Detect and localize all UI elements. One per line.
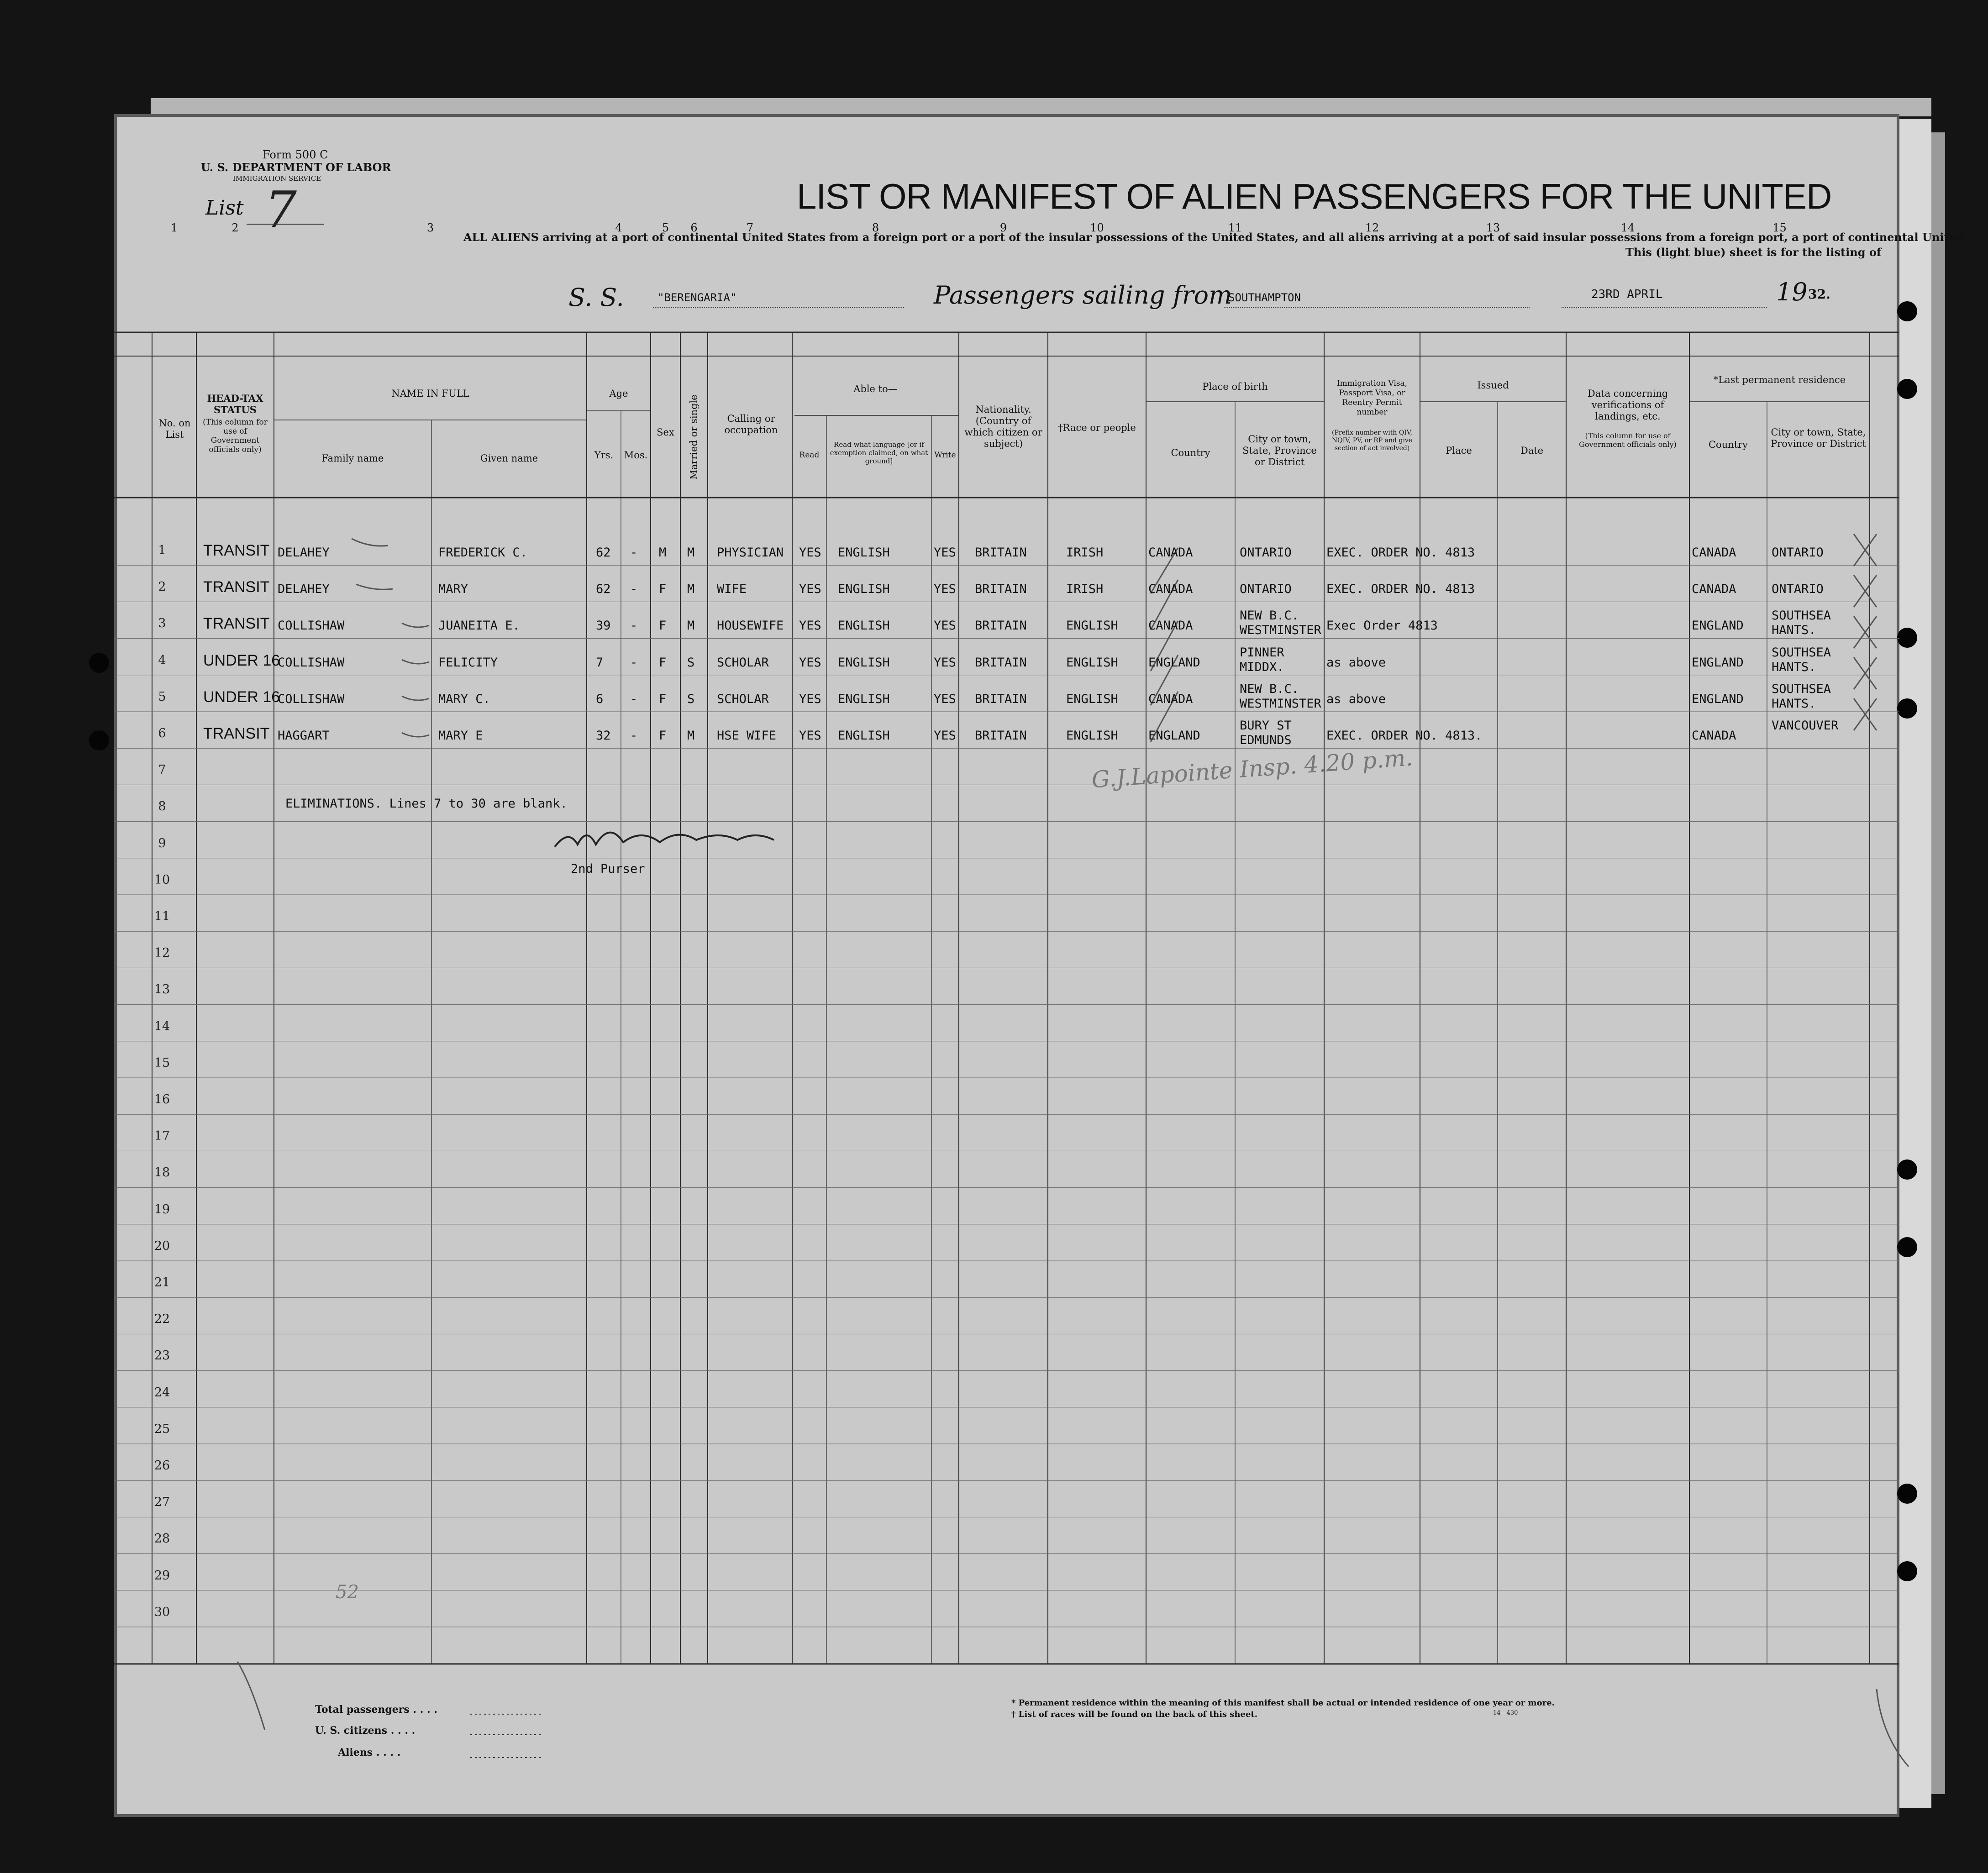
head-tax-status: TRANSIT xyxy=(203,542,270,559)
list-label: List xyxy=(205,196,244,220)
header-calling: Calling or occupation xyxy=(724,413,778,435)
can-read: YES xyxy=(799,655,821,670)
header-write: Write xyxy=(934,451,956,460)
sex: F xyxy=(659,692,667,706)
age-years: 32 xyxy=(596,729,611,743)
column-number: 10 xyxy=(1090,221,1104,234)
line-number: 19 xyxy=(154,1202,170,1217)
header-head-tax-note: (This column for use of Government officials only) xyxy=(203,418,268,454)
line-number: 27 xyxy=(154,1495,170,1510)
purser-title: 2nd Purser xyxy=(571,862,645,876)
family-name: COLLISHAW xyxy=(278,692,345,706)
head-tax-status: UNDER 16 xyxy=(203,688,280,706)
birth-city: PINNER xyxy=(1240,645,1284,660)
header-data-landings-note: (This column for use of Government officials only) xyxy=(1579,431,1677,449)
line-number: 22 xyxy=(154,1312,170,1327)
service-label: IMMIGRATION SERVICE xyxy=(233,174,321,183)
header-read: Read xyxy=(799,451,820,460)
birth-city: ONTARIO xyxy=(1240,582,1292,597)
header-visa: Immigration Visa, Passport Visa, or Reentry Permit number xyxy=(1336,379,1408,417)
line-number: 3 xyxy=(158,616,166,631)
line-number: 20 xyxy=(154,1238,170,1253)
header-mos: Mos. xyxy=(624,450,648,461)
line-number: 23 xyxy=(154,1348,170,1363)
sex: F xyxy=(659,619,667,633)
residence-country: ENGLAND xyxy=(1692,655,1744,670)
purser-signature xyxy=(550,822,778,865)
header-birth-country: Country xyxy=(1171,447,1210,458)
column-number: 13 xyxy=(1486,221,1500,234)
residence-city-line2: HANTS. xyxy=(1772,623,1816,638)
can-read: YES xyxy=(799,729,821,743)
birth-city: ONTARIO xyxy=(1240,546,1292,560)
line-number: 4 xyxy=(158,653,166,667)
age-months: - xyxy=(630,619,638,633)
age-years: 39 xyxy=(596,619,611,633)
line-number: 5 xyxy=(158,689,166,704)
visa-number: as above xyxy=(1326,692,1386,706)
line-number: 9 xyxy=(158,836,166,850)
manifest-title: LIST OR MANIFEST OF ALIEN PASSENGERS FOR THE UNITED xyxy=(797,176,1832,216)
list-number: 7 xyxy=(265,180,297,239)
residence-city: VANCOUVER xyxy=(1772,719,1839,733)
residence-country: CANADA xyxy=(1692,546,1736,560)
visa-number: Exec Order 4813 xyxy=(1326,619,1438,633)
race: ENGLISH xyxy=(1066,729,1118,743)
race: ENGLISH xyxy=(1066,692,1118,706)
race: IRISH xyxy=(1066,582,1104,597)
line-number: 13 xyxy=(154,982,170,997)
eliminations-note: ELIMINATIONS. Lines 7 to 30 are blank. xyxy=(285,797,568,811)
year-suffix: 32. xyxy=(1808,287,1830,302)
year-prefix: 19 xyxy=(1776,278,1808,306)
age-years: 6 xyxy=(596,692,604,706)
birth-country: ENGLAND xyxy=(1148,655,1200,670)
read-language: ENGLISH xyxy=(838,546,890,560)
header-place-of-birth: Place of birth xyxy=(1202,381,1268,392)
read-language: ENGLISH xyxy=(838,619,890,633)
header-race: †Race or people xyxy=(1058,422,1136,433)
nationality: BRITAIN xyxy=(975,546,1027,560)
header-issued-place: Place xyxy=(1446,445,1472,456)
residence-city: SOUTHSEA xyxy=(1772,682,1831,696)
nationality: BRITAIN xyxy=(975,582,1027,597)
line-number: 11 xyxy=(154,909,170,923)
header-family-name: Family name xyxy=(321,453,384,464)
nationality: BRITAIN xyxy=(975,692,1027,706)
marital-status: M xyxy=(687,729,695,743)
can-read: YES xyxy=(799,582,821,597)
header-last-residence: *Last permanent residence xyxy=(1713,374,1846,385)
us-citizens-label: U. S. citizens . . . . xyxy=(315,1725,415,1737)
occupation: SCHOLAR xyxy=(717,692,769,706)
family-name: DELAHEY xyxy=(278,546,330,560)
marital-status: M xyxy=(687,619,695,633)
line-number: 12 xyxy=(154,946,170,960)
total-passengers-label: Total passengers . . . . xyxy=(315,1704,437,1716)
head-tax-status: UNDER 16 xyxy=(203,651,280,669)
header-yrs: Yrs. xyxy=(594,450,614,461)
residence-country: ENGLAND xyxy=(1692,619,1744,633)
line-number: 30 xyxy=(154,1605,170,1619)
column-number: 12 xyxy=(1365,221,1379,234)
header-age: Age xyxy=(609,388,628,399)
line-number: 8 xyxy=(158,799,166,814)
column-number: 2 xyxy=(231,221,239,234)
race: IRISH xyxy=(1066,546,1104,560)
nationality: BRITAIN xyxy=(975,619,1027,633)
line-number: 6 xyxy=(158,726,166,740)
head-tax-status: TRANSIT xyxy=(203,578,270,596)
family-name: HAGGART xyxy=(278,729,330,743)
header-able-to: Able to— xyxy=(853,383,898,394)
birth-city-line2: EDMUNDS xyxy=(1240,733,1292,747)
footnote-races: † List of races will be found on the back of this sheet. xyxy=(1011,1710,1258,1719)
sex: F xyxy=(659,729,667,743)
age-months: - xyxy=(630,692,638,706)
column-number: 1 xyxy=(170,221,178,234)
visa-number: EXEC. ORDER NO. 4813 xyxy=(1326,582,1475,597)
age-years: 62 xyxy=(596,582,611,597)
header-sex: Sex xyxy=(657,427,674,438)
can-read: YES xyxy=(799,546,821,560)
marital-status: S xyxy=(687,692,695,706)
birth-city: NEW B.C. xyxy=(1240,609,1299,623)
family-name: COLLISHAW xyxy=(278,655,345,670)
birth-city-line2: WESTMINSTER xyxy=(1240,623,1321,638)
occupation: WIFE xyxy=(717,582,747,597)
line-number: 15 xyxy=(154,1055,170,1070)
header-given-name: Given name xyxy=(480,453,538,464)
column-number: 4 xyxy=(615,221,622,234)
given-name: JUANEITA E. xyxy=(438,619,520,633)
column-number: 14 xyxy=(1620,221,1635,234)
sex: F xyxy=(659,582,667,597)
age-years: 7 xyxy=(596,655,604,670)
birth-country: CANADA xyxy=(1148,582,1193,597)
line-number: 25 xyxy=(154,1422,170,1436)
can-write: YES xyxy=(934,729,956,743)
read-language: ENGLISH xyxy=(838,729,890,743)
family-name: DELAHEY xyxy=(278,582,330,597)
sex: M xyxy=(659,546,667,560)
residence-city: SOUTHSEA xyxy=(1772,645,1831,660)
read-language: ENGLISH xyxy=(838,655,890,670)
given-name: MARY C. xyxy=(438,692,490,706)
can-write: YES xyxy=(934,546,956,560)
can-read: YES xyxy=(799,619,821,633)
marital-status: S xyxy=(687,655,695,670)
header-head-tax: HEAD-TAX STATUS xyxy=(207,393,263,415)
can-write: YES xyxy=(934,692,956,706)
visa-number: EXEC. ORDER NO. 4813 xyxy=(1326,546,1475,560)
marital-status: M xyxy=(687,546,695,560)
residence-city: SOUTHSEA xyxy=(1772,609,1831,623)
can-read: YES xyxy=(799,692,821,706)
header-data-landings: Data concerning verifications of landings, etc. xyxy=(1587,388,1668,422)
occupation: HSE WIFE xyxy=(717,729,777,743)
line-number: 16 xyxy=(154,1092,170,1107)
sailing-label: Passengers sailing from xyxy=(934,281,1232,310)
occupation: SCHOLAR xyxy=(717,655,769,670)
line-number: 24 xyxy=(154,1385,170,1400)
family-name: COLLISHAW xyxy=(278,619,345,633)
visa-number: EXEC. ORDER NO. 4813. xyxy=(1326,729,1483,743)
line-number: 28 xyxy=(154,1532,170,1546)
race: ENGLISH xyxy=(1066,619,1118,633)
given-name: MARY E xyxy=(438,729,483,743)
nationality: BRITAIN xyxy=(975,729,1027,743)
line-number: 26 xyxy=(154,1459,170,1473)
departure-port: SOUTHAMPTON xyxy=(1228,291,1301,304)
residence-city-line2: HANTS. xyxy=(1772,696,1816,711)
header-nationality: Nationality. (Country of which citizen or subject) xyxy=(964,404,1042,449)
nationality: BRITAIN xyxy=(975,655,1027,670)
marital-status: M xyxy=(687,582,695,597)
birth-city: BURY ST xyxy=(1240,719,1292,733)
residence-country: CANADA xyxy=(1692,729,1736,743)
sailing-date: 23RD APRIL xyxy=(1591,288,1663,301)
header-visa-note: (Prefix number with QIV, NQIV, PV, or RP and give section of act involved) xyxy=(1331,429,1413,452)
line-number: 14 xyxy=(154,1019,170,1034)
line-number: 17 xyxy=(154,1129,170,1144)
ship-name: "BERENGARIA" xyxy=(657,291,737,304)
print-code: 14—430 xyxy=(1493,1710,1518,1716)
age-months: - xyxy=(630,655,638,670)
residence-country: CANADA xyxy=(1692,582,1736,597)
occupation: PHYSICIAN xyxy=(717,546,784,560)
manifest-subtitle-line1: ALL ALIENS arriving at a port of continental United States from a foreign port or a port of the insular possessions of the United States, and all aliens arriving at a port of said insular possessions from a foreign port, a port of continental United xyxy=(463,231,1964,244)
department-label: U. S. DEPARTMENT OF LABOR xyxy=(201,161,391,174)
birth-country: ENGLAND xyxy=(1148,729,1200,743)
can-write: YES xyxy=(934,655,956,670)
header-name-in-full: NAME IN FULL xyxy=(391,388,469,399)
line-number: 1 xyxy=(158,543,166,557)
given-name: FREDERICK C. xyxy=(438,546,528,560)
column-number: 9 xyxy=(999,221,1007,234)
head-tax-status: TRANSIT xyxy=(203,725,270,742)
column-number: 11 xyxy=(1228,221,1242,234)
birth-city-line2: MIDDX. xyxy=(1240,660,1284,674)
can-write: YES xyxy=(934,582,956,597)
head-tax-status: TRANSIT xyxy=(203,615,270,633)
age-months: - xyxy=(630,582,638,597)
line-number: 10 xyxy=(154,872,170,887)
footnote-residence: * Permanent residence within the meaning of this manifest shall be actual or intended residence of one year or more. xyxy=(1011,1698,1555,1708)
column-number: 6 xyxy=(690,221,698,234)
page-mark: 52 xyxy=(336,1582,359,1603)
form-number: Form 500 C xyxy=(263,148,328,161)
residence-city: ONTARIO xyxy=(1772,582,1824,597)
column-number: 8 xyxy=(872,221,879,234)
column-number: 7 xyxy=(746,221,754,234)
race: ENGLISH xyxy=(1066,655,1118,670)
header-birth-city: City or town, State, Province or District xyxy=(1242,434,1317,467)
column-number: 5 xyxy=(662,221,669,234)
column-number: 3 xyxy=(426,221,434,234)
column-number: 15 xyxy=(1772,221,1787,234)
read-language: ENGLISH xyxy=(838,582,890,597)
line-number: 18 xyxy=(154,1165,170,1180)
occupation: HOUSEWIFE xyxy=(717,619,784,633)
header-issued-date: Date xyxy=(1520,445,1544,456)
aliens-label: Aliens . . . . xyxy=(338,1747,401,1758)
manifest-subtitle-line2: This (light blue) sheet is for the listing of xyxy=(1625,246,1882,259)
given-name: MARY xyxy=(438,582,468,597)
header-read-language: Read what language [or if exemption claimed, on what ground] xyxy=(830,441,928,465)
ss-label: S. S. xyxy=(568,283,624,312)
residence-country: ENGLAND xyxy=(1692,692,1744,706)
residence-city: ONTARIO xyxy=(1772,546,1824,560)
birth-city: NEW B.C. xyxy=(1240,682,1299,696)
given-name: FELICITY xyxy=(438,655,498,670)
can-write: YES xyxy=(934,619,956,633)
birth-city-line2: WESTMINSTER xyxy=(1240,696,1321,711)
line-number: 21 xyxy=(154,1275,170,1290)
header-issued: Issued xyxy=(1477,380,1509,391)
header-no-on-list: No. on List xyxy=(158,418,191,440)
line-number: 2 xyxy=(158,580,166,594)
birth-country: CANADA xyxy=(1148,619,1193,633)
header-married: Married or single xyxy=(688,394,699,480)
line-number: 29 xyxy=(154,1568,170,1583)
age-months: - xyxy=(630,546,638,560)
age-months: - xyxy=(630,729,638,743)
sex: F xyxy=(659,655,667,670)
header-res-country: Country xyxy=(1708,439,1748,450)
header-res-city: City or town, State, Province or District xyxy=(1771,427,1866,449)
residence-city-line2: HANTS. xyxy=(1772,660,1816,674)
visa-number: as above xyxy=(1326,655,1386,670)
birth-country: CANADA xyxy=(1148,546,1193,560)
read-language: ENGLISH xyxy=(838,692,890,706)
age-years: 62 xyxy=(596,546,611,560)
inspector-note: G.J.Lapointe Insp. 4.20 p.m. xyxy=(1090,744,1414,793)
line-number: 7 xyxy=(158,763,166,777)
birth-country: CANADA xyxy=(1148,692,1193,706)
